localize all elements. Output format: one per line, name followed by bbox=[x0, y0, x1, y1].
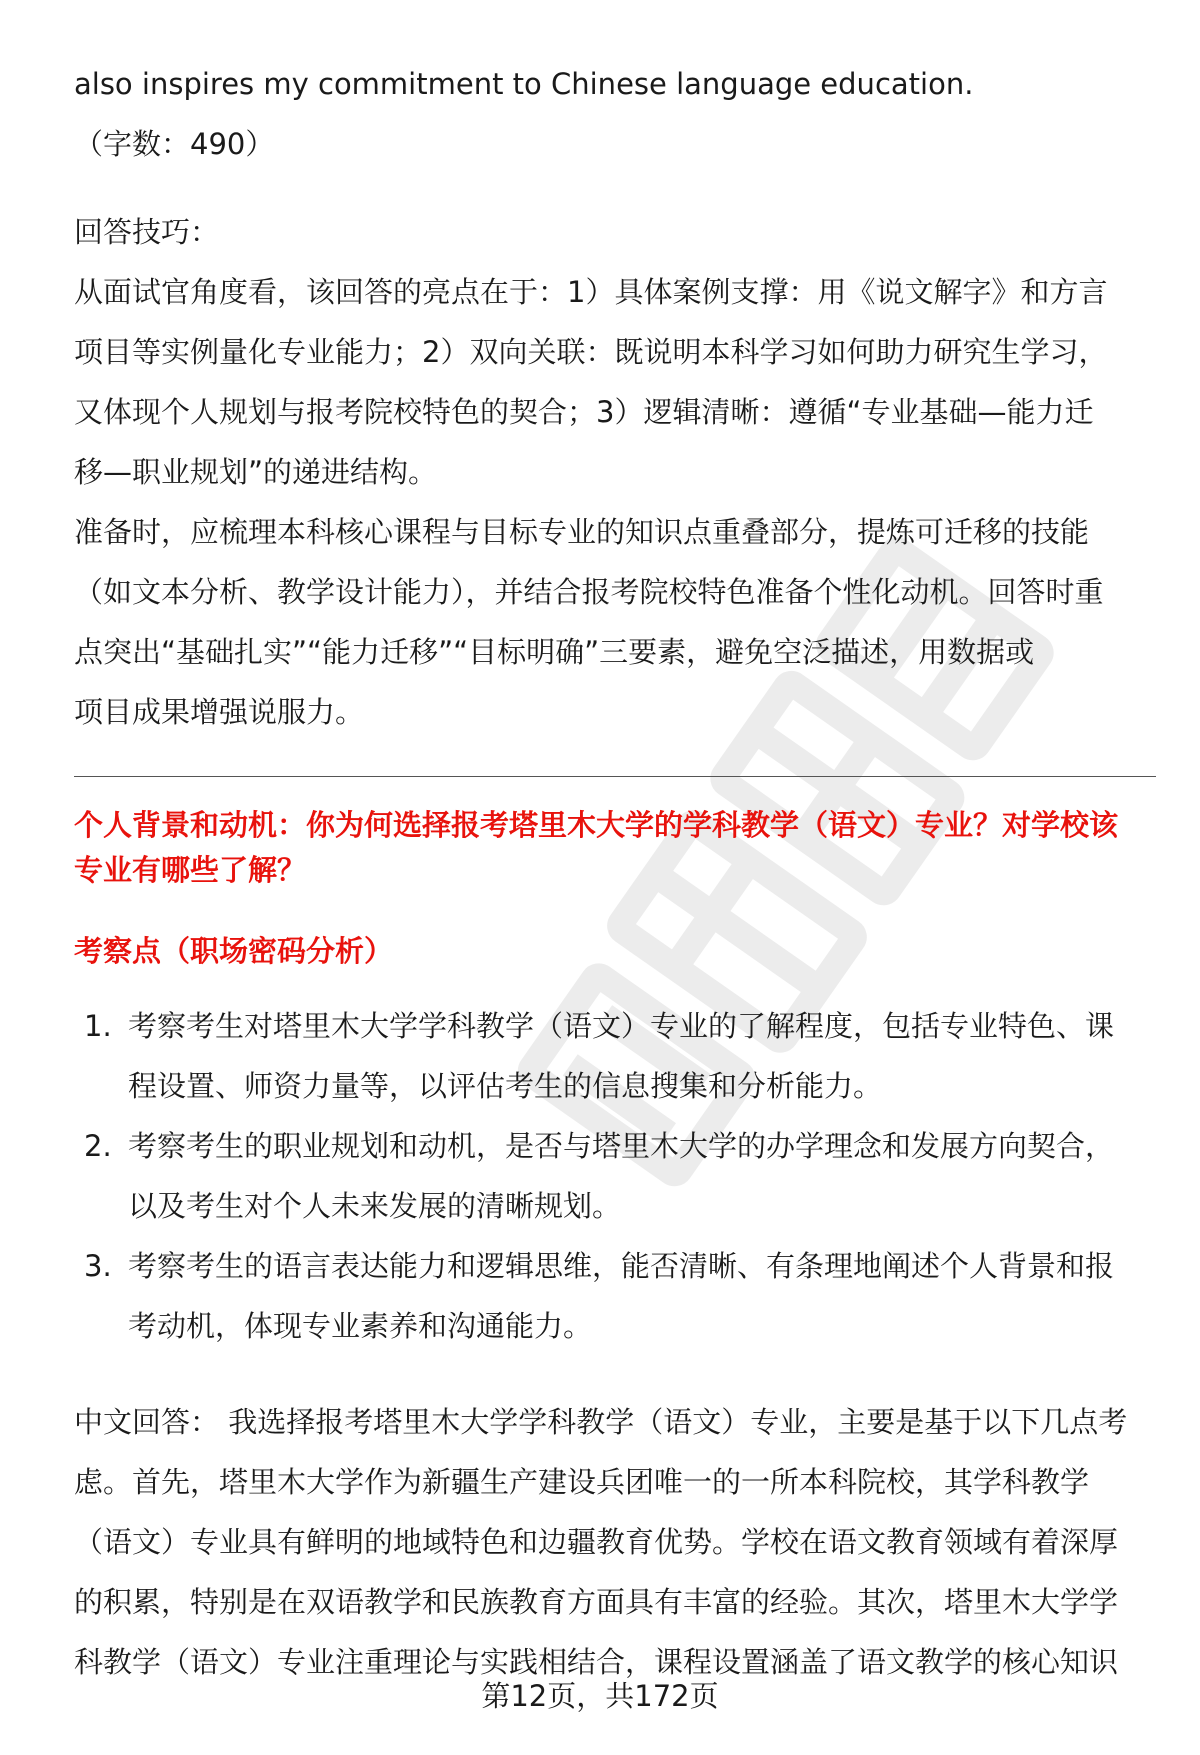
text-line: 又体现个人规划与报考院校特色的契合；3）逻辑清晰：遵循“专业基础—能力迁 bbox=[74, 395, 1094, 429]
assessment-points-heading: 考察点（职场密码分析） bbox=[74, 934, 394, 968]
tips-paragraph-1 bbox=[74, 262, 1154, 502]
text-line: 项目成果增强说服力。 bbox=[74, 695, 365, 729]
list-item bbox=[74, 1116, 1154, 1236]
list-item bbox=[74, 1236, 1154, 1356]
text-line: （如文本分析、教学设计能力），并结合报考院校特色准备个性化动机。回答时重 bbox=[74, 575, 1104, 609]
text-line: 科教学（语文）专业注重理论与实践相结合，课程设置涵盖了语文教学的核心知识 bbox=[74, 1645, 1119, 1679]
list-number: 3. bbox=[84, 1249, 112, 1283]
question-heading-line: 专业有哪些了解？ bbox=[74, 853, 307, 887]
previous-answer-tail bbox=[74, 54, 1154, 174]
text-line: 考察考生对塔里木大学学科教学（语文）专业的了解程度，包括专业特色、课 bbox=[128, 1009, 1115, 1043]
list-item bbox=[74, 996, 1154, 1116]
answer-tips-section bbox=[74, 202, 1154, 742]
tips-title: 回答技巧： bbox=[74, 215, 220, 249]
chinese-answer-paragraph bbox=[74, 1392, 1154, 1692]
text-line: 以及考生对个人未来发展的清晰规划。 bbox=[128, 1189, 622, 1223]
text-line: 移—职业规划”的递进结构。 bbox=[74, 455, 438, 489]
text-line: 点突出“基础扎实”“能力迁移”“目标明确”三要素，避免空泛描述，用数据或 bbox=[74, 635, 1035, 669]
question-heading-line: 个人背景和动机：你为何选择报考塔里木大学的学科教学（语文）专业？对学校该 bbox=[74, 808, 1119, 842]
section-divider bbox=[74, 776, 1156, 777]
assessment-points-list bbox=[74, 996, 1154, 1356]
text-line: 考动机，体现专业素养和沟通能力。 bbox=[128, 1309, 593, 1343]
text-line: 项目等实例量化专业能力；2）双向关联：既说明本科学习如何助力研究生学习， bbox=[74, 335, 1108, 369]
word-count: （字数：490） bbox=[74, 127, 275, 161]
text-line: 中文回答： 我选择报考塔里木大学学科教学（语文）专业，主要是基于以下几点考 bbox=[74, 1405, 1128, 1439]
text-line: （语文）专业具有鲜明的地域特色和边疆教育优势。学校在语文教育领域有着深厚 bbox=[74, 1525, 1119, 1559]
text-line: 考察考生的职业规划和动机，是否与塔里木大学的办学理念和发展方向契合， bbox=[128, 1129, 1115, 1163]
list-number: 2. bbox=[84, 1129, 112, 1163]
page-number-footer: 第12页，共172页 bbox=[481, 1679, 719, 1713]
tips-paragraph-2 bbox=[74, 502, 1154, 742]
text-line: 从面试官角度看，该回答的亮点在于：1）具体案例支撑：用《说文解字》和方言 bbox=[74, 275, 1108, 309]
list-number: 1. bbox=[84, 1009, 112, 1043]
text-line: 的积累，特别是在双语教学和民族教育方面具有丰富的经验。其次，塔里木大学学 bbox=[74, 1585, 1119, 1619]
text-line: 虑。首先，塔里木大学作为新疆生产建设兵团唯一的一所本科院校，其学科教学 bbox=[74, 1465, 1090, 1499]
text-line: 考察考生的语言表达能力和逻辑思维，能否清晰、有条理地阐述个人背景和报 bbox=[128, 1249, 1115, 1283]
text-line: 准备时，应梳理本科核心课程与目标专业的知识点重叠部分，提炼可迁移的技能 bbox=[74, 515, 1090, 549]
english-answer-line: also inspires my commitment to Chinese language education. bbox=[74, 67, 974, 101]
question-section bbox=[74, 803, 1154, 1356]
page-content bbox=[74, 54, 1154, 1692]
text-line: 程设置、师资力量等，以评估考生的信息搜集和分析能力。 bbox=[128, 1069, 883, 1103]
